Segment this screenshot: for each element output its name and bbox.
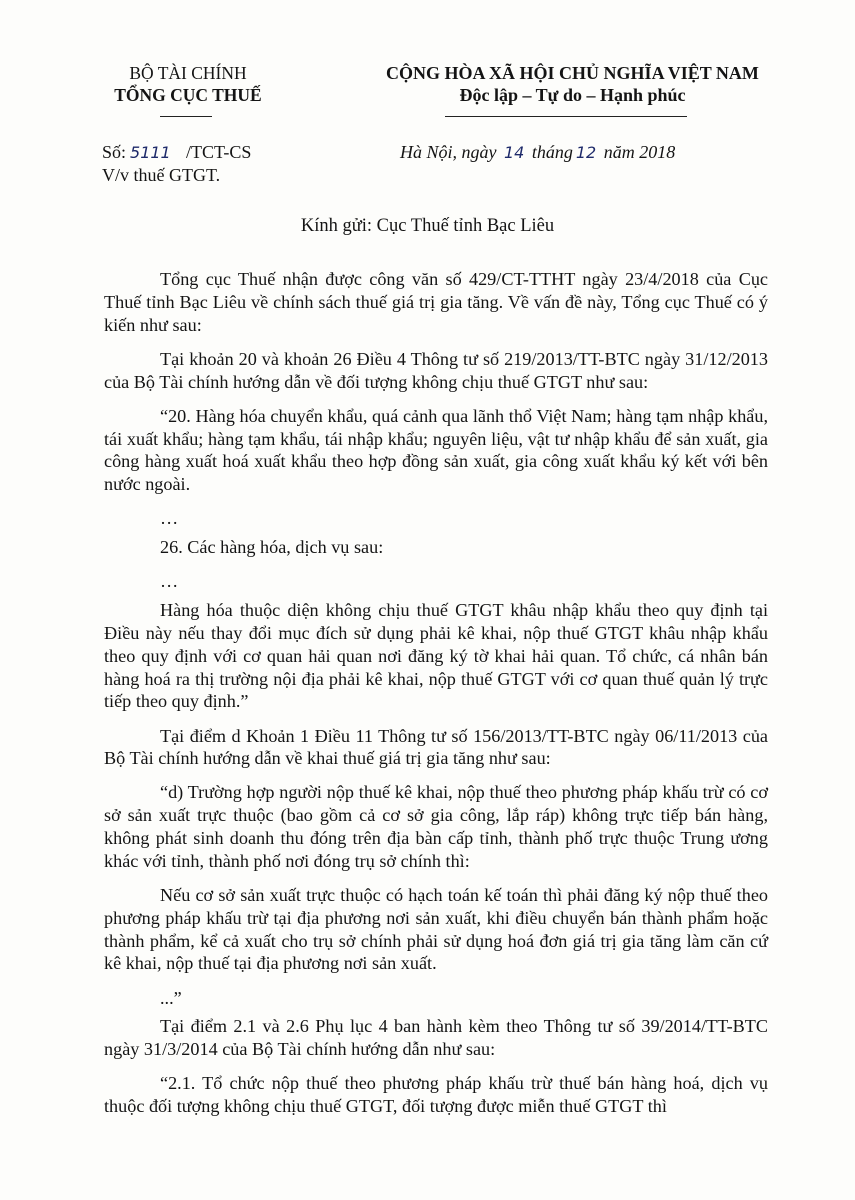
department-name: TỔNG CỤC THUẾ (114, 85, 262, 105)
paragraph: Nếu cơ sở sản xuất trực thuộc có hạch toán kế toán thì phải đăng ký nộp thuế theo phương pháp khấu trừ tại địa phương nơi sản xuất, khi điều chuyển bán thành phẩm hoặc thành phẩm, kể cả xuất cho trụ sở chính phải sử dụng hoá đơn giá trị gia tăng làm căn cứ kê khai, nộp thuế tại địa phương nơi sản xuất. (104, 885, 768, 974)
handwritten-number: 5111 (130, 143, 171, 162)
paragraph: “20. Hàng hóa chuyển khẩu, quá cảnh qua lãnh thổ Việt Nam; hàng tạm nhập khẩu, tái xuất khẩu; hàng tạm khẩu, tái nhập khẩu; nguyên liệu, vật tư nhập khẩu để sản xuất, gia công hàng xuất hoá xuất khẩu theo hợp đồng sản xuất, gia công xuất khẩu ký kết với bên nước ngoài. (104, 405, 768, 495)
paragraph: 26. Các hàng hóa, dịch vụ sau: (160, 537, 384, 558)
number-label: Số: (102, 142, 127, 162)
document-number (102, 140, 251, 165)
ellipsis: … (160, 571, 179, 592)
paragraph: “d) Trường hợp người nộp thuế kê khai, nộp thuế theo phương pháp khấu trừ có cơ sở sản xuất trực thuộc (bao gồm cả cơ sở gia công, lắp ráp) không trực tiếp bán hàng, không phát sinh doanh thu đóng trên địa bàn cấp tỉnh, thành phố trực thuộc Trung ương khác với tỉnh, thành phố nơi đóng trụ sở chính thì: (104, 782, 768, 871)
issuer-block (103, 62, 273, 106)
republic-name: CỘNG HÒA XÃ HỘI CHỦ NGHĨA VIỆT NAM (386, 63, 759, 83)
ellipsis: … (160, 508, 179, 529)
date-place: Hà Nội, ngày (400, 142, 497, 162)
ellipsis: ...” (160, 987, 182, 1008)
document-subject: V/v thuế GTGT. (102, 165, 221, 185)
document-body (104, 268, 768, 1129)
paragraph: “2.1. Tổ chức nộp thuế theo phương pháp khấu trừ thuế bán hàng hoá, dịch vụ thuộc đối tượng không chịu thuế GTGT, đối tượng được miễn thuế GTGT thì (104, 1073, 768, 1117)
paragraph: Tại điểm 2.1 và 2.6 Phụ lục 4 ban hành kèm theo Thông tư số 39/2014/TT-BTC ngày 31/3/2014 của Bộ Tài chính hướng dẫn như sau: (104, 1016, 768, 1060)
date-year: năm 2018 (603, 142, 676, 162)
paragraph: Tổng cục Thuế nhận được công văn số 429/CT-TTHT ngày 23/4/2018 của Cục Thuế tỉnh Bạc Liêu về chính sách thuế giá trị gia tăng. Về vấn đề này, Tổng cục Thuế có ý kiến như sau: (104, 269, 768, 335)
date-day: 14 (504, 143, 525, 162)
date-month-label: tháng (531, 142, 573, 162)
paragraph: Hàng hóa thuộc diện không chịu thuế GTGT khâu nhập khẩu theo quy định tại Điều này nếu thay đổi mục đích sử dụng phải kê khai, nộp thuế GTGT khâu nhập khẩu theo quy định với cơ quan hải quan nơi đăng ký tờ khai hải quan. Tổ chức, cá nhân bán hàng hoá ra thị trường nội địa phải kê khai, nộp thuế GTGT với cơ quan thuế quản lý trực tiếp theo quy định.” (104, 600, 768, 712)
issuer-underline (160, 116, 212, 117)
date-month: 12 (575, 143, 597, 162)
ministry-name: BỘ TÀI CHÍNH (129, 63, 247, 83)
paragraph: Tại điểm d Khoản 1 Điều 11 Thông tư số 156/2013/TT-BTC ngày 06/11/2013 của Bộ Tài chính hướng dẫn về khai thuế giá trị gia tăng như sau: (104, 725, 768, 769)
national-motto: Độc lập – Tự do – Hạnh phúc (459, 85, 686, 105)
motto-underline (445, 116, 687, 117)
document-date (400, 140, 675, 165)
national-header (355, 62, 790, 106)
number-suffix: /TCT-CS (186, 142, 252, 162)
recipient-line: Kính gửi: Cục Thuế tỉnh Bạc Liêu (300, 216, 555, 236)
paragraph: Tại khoản 20 và khoản 26 Điều 4 Thông tư số 219/2013/TT-BTC ngày 31/12/2013 của Bộ Tài chính hướng dẫn về đối tượng không chịu thuế GTGT như sau: (104, 348, 768, 392)
